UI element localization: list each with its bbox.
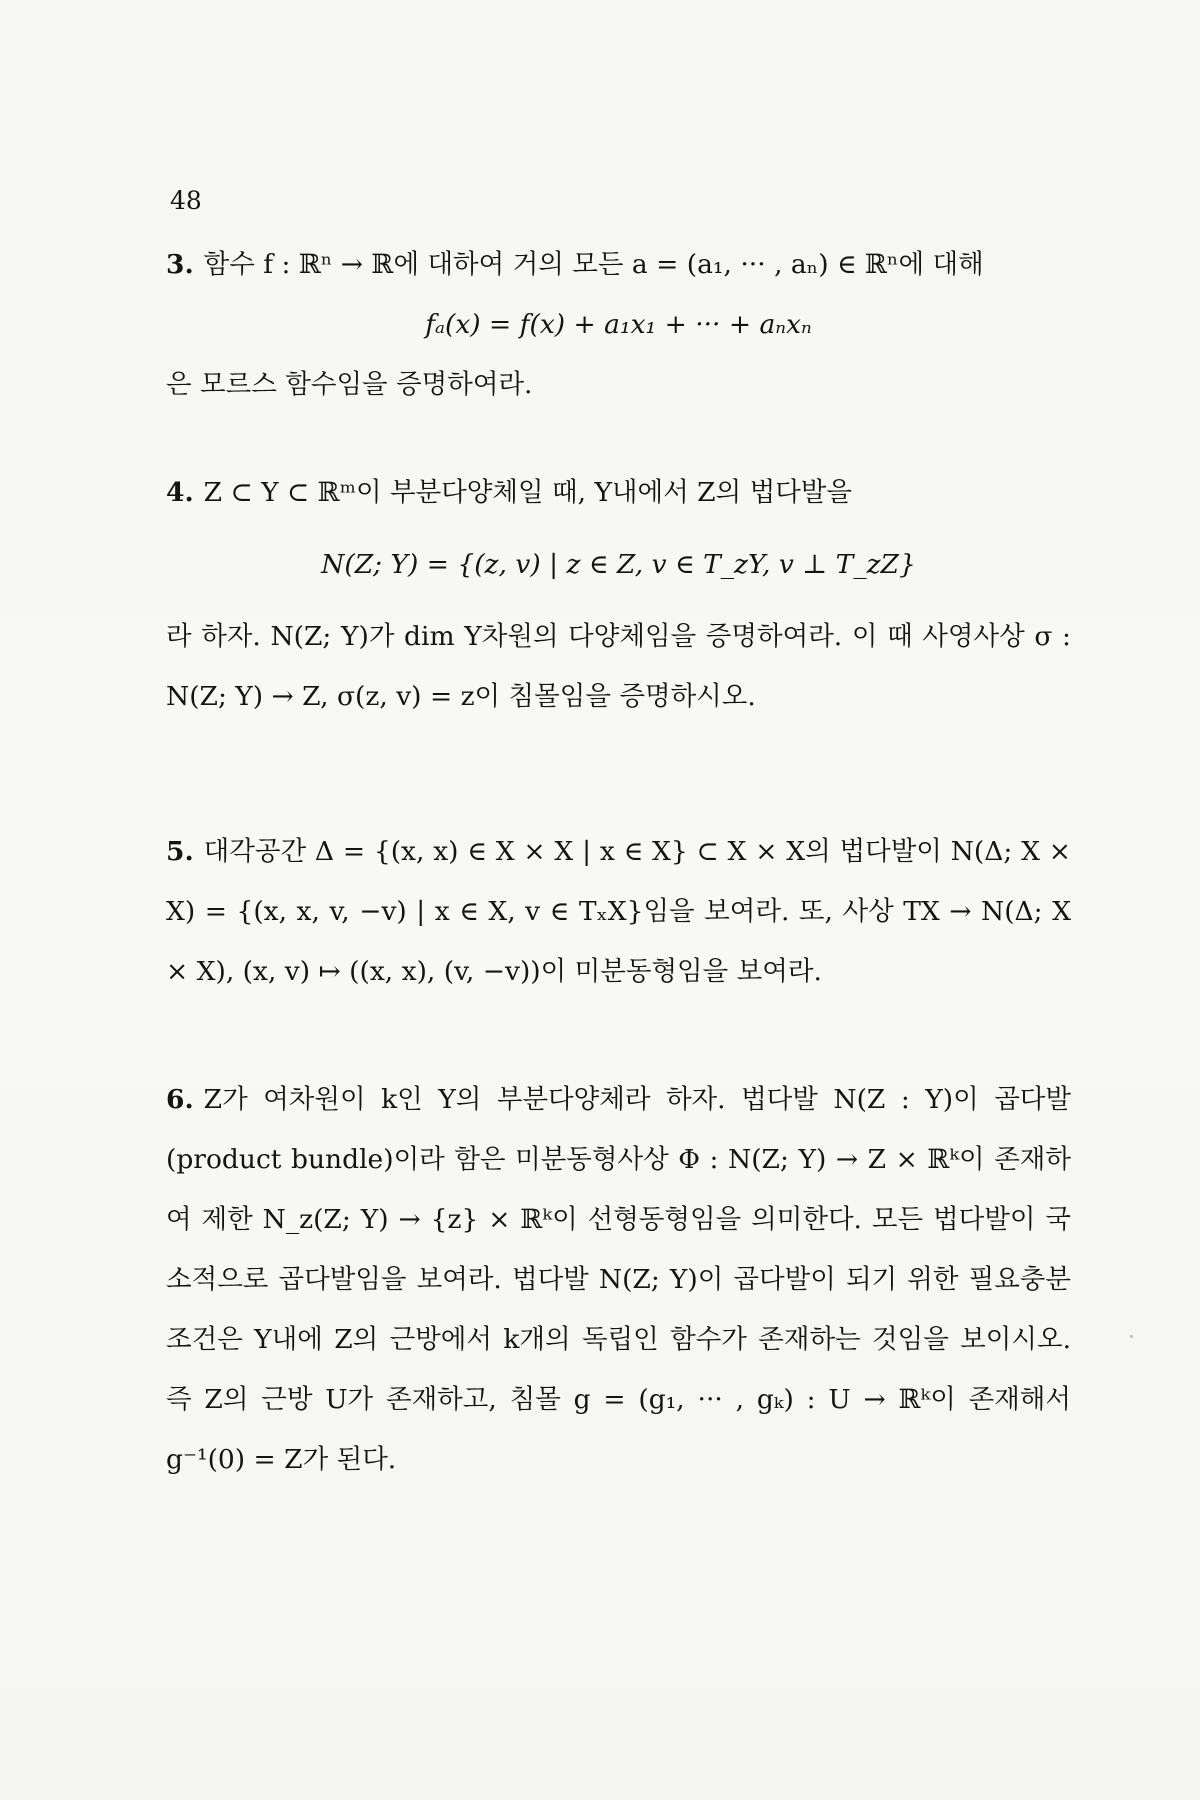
page-number: 48 [170, 186, 202, 215]
problem-number: 4. [166, 477, 194, 508]
display-equation: N(Z; Y) = {(z, v) | z ∈ Z, v ∈ T_zY, v ⊥ T_zZ} [321, 549, 916, 580]
problem-4 [166, 463, 1071, 727]
problem-number: 6. [166, 1084, 194, 1115]
problem-5-body [166, 822, 1071, 1002]
problem-text: Z가 여차원이 k인 Y의 부분다양체라 하자. 법다발 N(Z : Y)이 곱다발(product bundle)이라 함은 미분동형사상 Φ : N(Z; Y) → Z × ℝᵏ이 존재하여 제한 N_z(Z; Y) → {z} × ℝᵏ이 선형동형임을 의미한다. 모든 법다발이 국소적으로 곱다발임을 보여라. 법다발 N(Z; Y)이 곱다발이 되기 위한 필요충분조건은 Y내에 Z의 근방에서 k개의 독립인 함수가 존재하는 것임을 보이시오. 즉 Z의 근방 U가 존재하고, 침몰 g = (g₁, ··· , gₖ) : U → ℝᵏ이 존재해서 g⁻¹(0) = Z가 된다. [166, 1084, 1071, 1475]
problem-5 [166, 822, 1071, 1002]
scan-speck [1130, 1335, 1133, 1338]
problem-text: 함수 f : ℝⁿ → ℝ에 대하여 거의 모든 a = (a₁, ··· , aₙ) ∈ ℝⁿ에 대해 [203, 249, 984, 280]
problem-text: 은 모르스 함수임을 증명하여라. [166, 369, 533, 400]
problem-6-body [166, 1070, 1071, 1490]
display-equation: fₐ(x) = f(x) + a₁x₁ + ··· + aₙxₙ [425, 309, 812, 340]
problem-6 [166, 1070, 1071, 1490]
problem-text: Z ⊂ Y ⊂ ℝᵐ이 부분다양체일 때, Y내에서 Z의 법다발을 [203, 477, 852, 508]
problem-3 [166, 235, 1071, 415]
problem-4-intro-line [166, 463, 1071, 523]
problem-3-intro-line [166, 235, 1071, 295]
problem-number: 5. [166, 836, 194, 867]
problem-text: 대각공간 Δ = {(x, x) ∈ X × X | x ∈ X} ⊂ X × X의 법다발이 N(Δ; X × X) = {(x, x, v, −v) | x ∈ X, v ∈ TₓX}임을 보여라. 또, 사상 TX → N(Δ; X × X), (x, v) ↦ ((x, x), (v, −v))이 미분동형임을 보여라. [166, 836, 1071, 987]
problem-number: 3. [166, 249, 194, 280]
problem-text: 라 하자. N(Z; Y)가 dim Y차원의 다양체임을 증명하여라. 이 때 사영사상 σ : N(Z; Y) → Z, σ(z, v) = z이 침몰임을 증명하시오. [166, 621, 1071, 712]
